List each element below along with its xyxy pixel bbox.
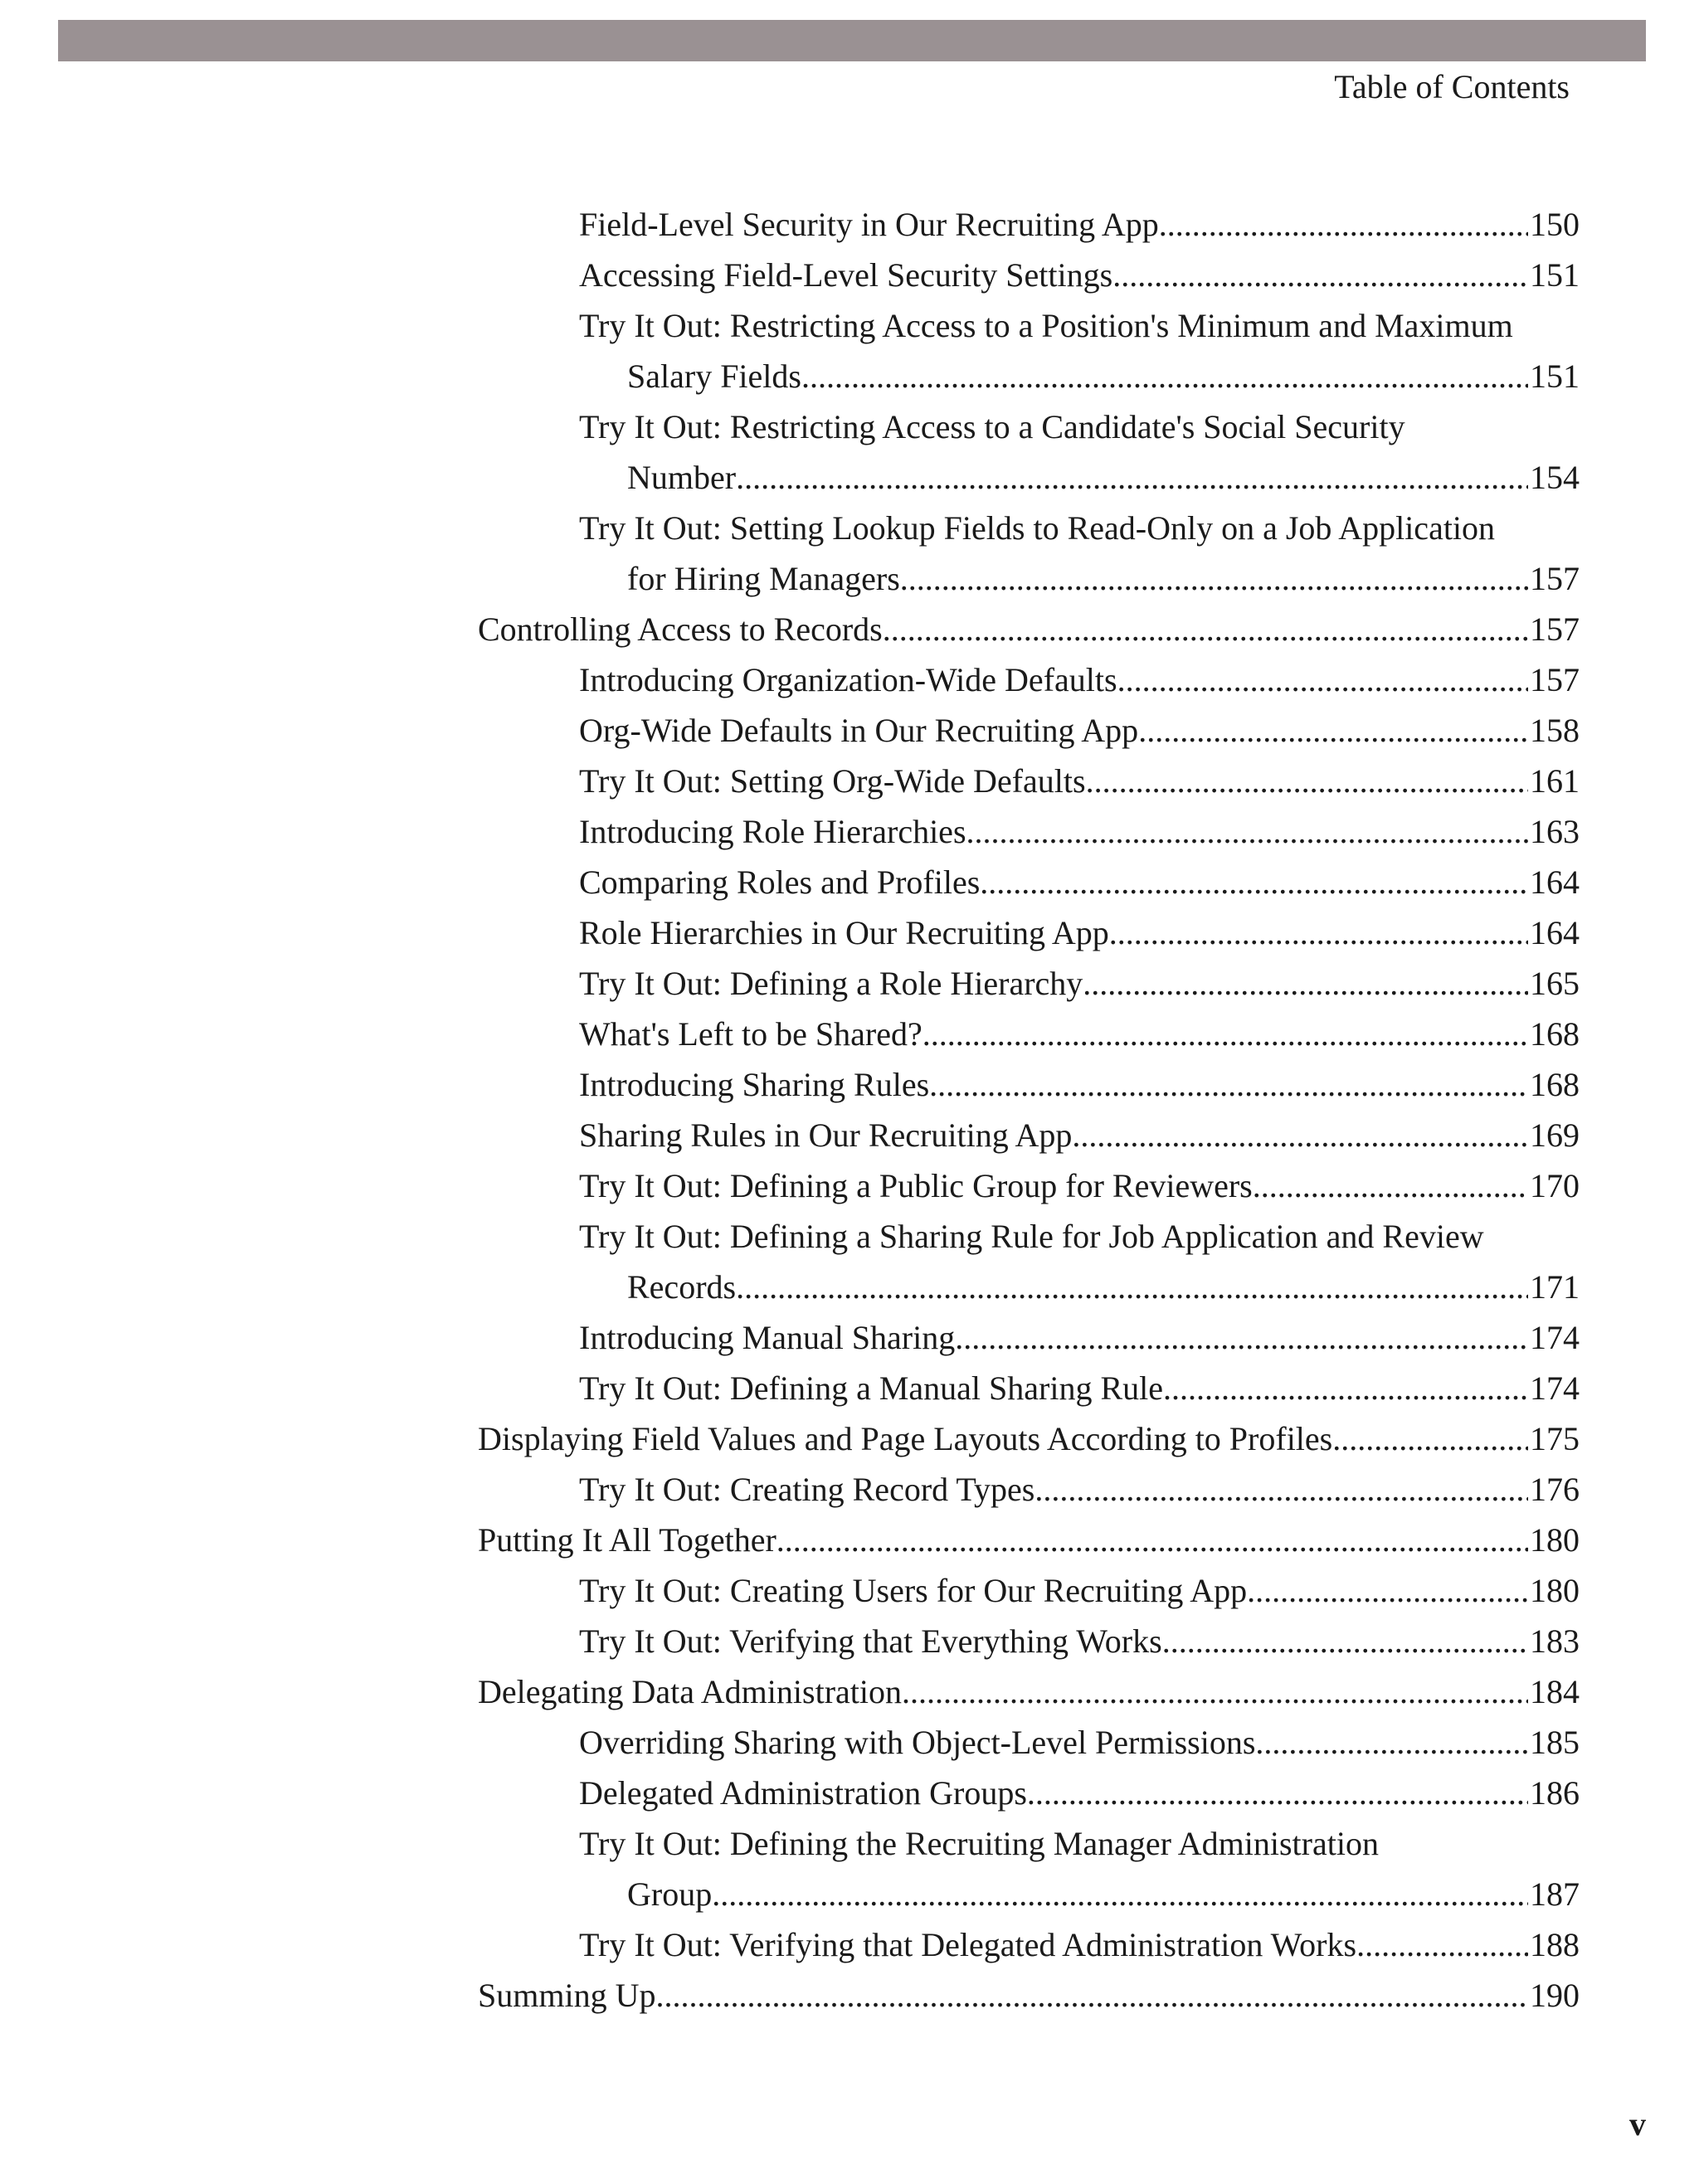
dot-leader	[1083, 958, 1528, 1009]
toc-entry-title: Comparing Roles and Profiles	[579, 863, 981, 901]
toc-entry-title-line1: Try It Out: Restricting Access to a Candidate's Social Security	[579, 408, 1405, 445]
toc-entry-title: Try It Out: Defining a Public Group for Reviewers	[579, 1167, 1253, 1204]
toc-entry-title-line1: Try It Out: Restricting Access to a Position's Minimum and Maximum	[579, 307, 1513, 344]
dot-leader	[902, 1666, 1528, 1717]
toc-entry-title-line1: Try It Out: Setting Lookup Fields to Read-Only on a Job Application	[579, 509, 1496, 547]
toc-entry-title: Org-Wide Defaults in Our Recruiting App	[579, 712, 1139, 749]
toc-entry-page: 174	[1530, 1319, 1580, 1356]
toc-entry[interactable]	[478, 604, 1580, 654]
dot-leader	[1247, 1565, 1528, 1616]
dot-leader	[1159, 199, 1528, 250]
dot-leader	[1253, 1160, 1528, 1211]
toc-entry[interactable]	[579, 1009, 1580, 1059]
toc-entry-title: Introducing Sharing Rules	[579, 1066, 930, 1103]
toc-entry-page: 185	[1530, 1724, 1580, 1761]
toc-entry-page: 157	[1530, 610, 1580, 648]
dot-leader	[1332, 1413, 1528, 1464]
toc-entry[interactable]	[579, 503, 1580, 604]
header-bar	[58, 20, 1646, 61]
dot-leader	[712, 1869, 1528, 1919]
toc-entry-page: 188	[1530, 1926, 1580, 1963]
toc-entry[interactable]	[579, 1717, 1580, 1768]
toc-entry-title: Try It Out: Defining a Role Hierarchy	[579, 965, 1083, 1002]
toc-entry-page: 164	[1530, 914, 1580, 951]
toc-entry[interactable]	[579, 1363, 1580, 1413]
toc-entry[interactable]	[579, 1616, 1580, 1666]
toc-entry-title: Try It Out: Creating Record Types	[579, 1471, 1035, 1508]
toc-entry[interactable]	[579, 1211, 1580, 1312]
toc-entry-title: Role Hierarchies in Our Recruiting App	[579, 914, 1109, 951]
toc-entry[interactable]	[478, 1666, 1580, 1717]
toc-entry-title: Delegating Data Administration	[478, 1673, 902, 1710]
toc-entry-page: 176	[1530, 1471, 1580, 1508]
toc-entry-title: Summing Up	[478, 1977, 656, 2014]
dot-leader	[955, 1312, 1528, 1363]
toc-entry-page: 161	[1530, 762, 1580, 800]
toc-entry[interactable]	[579, 705, 1580, 756]
toc-entry-page: 169	[1530, 1116, 1580, 1154]
toc-entry-page: 168	[1530, 1015, 1580, 1053]
toc-entry[interactable]	[579, 401, 1580, 503]
toc-entry[interactable]	[579, 1768, 1580, 1818]
dot-leader	[923, 1009, 1528, 1059]
toc-entry-title: Controlling Access to Records	[478, 610, 883, 648]
dot-leader	[883, 604, 1528, 654]
dot-leader	[736, 1262, 1528, 1312]
toc-entry-page: 174	[1530, 1369, 1580, 1407]
toc-entry[interactable]	[579, 1059, 1580, 1110]
toc-entry-page: 151	[1530, 256, 1580, 294]
dot-leader	[1356, 1919, 1528, 1970]
toc-entry-title: Field-Level Security in Our Recruiting App	[579, 206, 1159, 243]
dot-leader	[655, 1970, 1528, 2021]
dot-leader	[736, 452, 1528, 503]
dot-leader	[1034, 1464, 1528, 1515]
dot-leader	[1117, 654, 1528, 705]
toc-entry-title: Sharing Rules in Our Recruiting App	[579, 1116, 1073, 1154]
running-header: Table of Contents	[1334, 68, 1570, 105]
toc-entry[interactable]	[579, 907, 1580, 958]
dot-leader	[1163, 1363, 1528, 1413]
toc-entry-title: What's Left to be Shared?	[579, 1015, 923, 1053]
toc-entry-title: Group	[627, 1875, 713, 1913]
toc-entry[interactable]	[478, 1515, 1580, 1565]
toc-entry-page: 157	[1530, 661, 1580, 698]
toc-entry-title: Delegated Administration Groups	[579, 1774, 1027, 1812]
toc-entry-page: 151	[1530, 358, 1580, 395]
toc-entry-title: Try It Out: Verifying that Everything Works	[579, 1622, 1162, 1660]
toc-entry-page: 150	[1530, 206, 1580, 243]
toc-entry-title-line1: Try It Out: Defining the Recruiting Manager Administration	[579, 1825, 1379, 1862]
toc-entry-page: 183	[1530, 1622, 1580, 1660]
toc-entry[interactable]	[579, 250, 1580, 300]
toc-entry-page: 163	[1530, 813, 1580, 850]
page-number: v	[1629, 2105, 1646, 2143]
toc-entry-page: 170	[1530, 1167, 1580, 1204]
toc-entry[interactable]	[478, 1970, 1580, 2021]
toc-entry-page: 164	[1530, 863, 1580, 901]
toc-entry[interactable]	[579, 857, 1580, 907]
toc-entry-title: Records	[627, 1268, 737, 1306]
toc-entry[interactable]	[579, 199, 1580, 250]
toc-entry-page: 180	[1530, 1521, 1580, 1559]
dot-leader	[801, 351, 1528, 401]
toc-entry-page: 190	[1530, 1977, 1580, 2014]
dot-leader	[1027, 1768, 1528, 1818]
toc-entry-page: 168	[1530, 1066, 1580, 1103]
toc-entry[interactable]	[579, 756, 1580, 806]
table-of-contents	[478, 199, 1580, 2021]
toc-entry-title: Introducing Role Hierarchies	[579, 813, 966, 850]
toc-entry-page: 186	[1530, 1774, 1580, 1812]
toc-entry-page: 187	[1530, 1875, 1580, 1913]
toc-entry-title: Introducing Manual Sharing	[579, 1319, 956, 1356]
toc-entry[interactable]	[579, 1160, 1580, 1211]
toc-entry-title: Try It Out: Verifying that Delegated Administration Works	[579, 1926, 1357, 1963]
dot-leader	[1255, 1717, 1528, 1768]
dot-leader	[900, 553, 1528, 604]
toc-entry[interactable]	[579, 654, 1580, 705]
dot-leader	[966, 806, 1528, 857]
toc-entry-title: Salary Fields	[627, 358, 801, 395]
toc-entry-title: Number	[627, 459, 737, 496]
toc-entry-page: 184	[1530, 1673, 1580, 1710]
dot-leader	[1086, 756, 1528, 806]
toc-entry-title: Try It Out: Setting Org-Wide Defaults	[579, 762, 1086, 800]
toc-entry[interactable]	[579, 1818, 1580, 1919]
toc-entry[interactable]	[579, 300, 1580, 401]
toc-entry[interactable]	[579, 806, 1580, 857]
toc-entry-page: 175	[1530, 1420, 1580, 1457]
toc-entry-title: Try It Out: Creating Users for Our Recruiting App	[579, 1572, 1248, 1609]
toc-entry[interactable]	[579, 1464, 1580, 1515]
toc-entry[interactable]	[579, 1110, 1580, 1160]
toc-entry[interactable]	[579, 958, 1580, 1009]
dot-leader	[929, 1059, 1528, 1110]
toc-entry-page: 157	[1530, 560, 1580, 597]
toc-entry-page: 180	[1530, 1572, 1580, 1609]
dot-leader	[776, 1515, 1528, 1565]
toc-entry-title: Try It Out: Defining a Manual Sharing Rule	[579, 1369, 1164, 1407]
toc-entry-title: for Hiring Managers	[627, 560, 900, 597]
toc-entry-page: 171	[1530, 1268, 1580, 1306]
dot-leader	[1138, 705, 1528, 756]
toc-entry-title-line1: Try It Out: Defining a Sharing Rule for Job Application and Review	[579, 1218, 1484, 1255]
toc-entry[interactable]	[579, 1565, 1580, 1616]
dot-leader	[1162, 1616, 1528, 1666]
toc-entry-title: Overriding Sharing with Object-Level Permissions	[579, 1724, 1256, 1761]
toc-entry[interactable]	[478, 1413, 1580, 1464]
toc-entry-title: Displaying Field Values and Page Layouts According to Profiles	[478, 1420, 1333, 1457]
dot-leader	[1112, 250, 1528, 300]
dot-leader	[980, 857, 1528, 907]
toc-entry-title: Putting It All Together	[478, 1521, 776, 1559]
toc-entry-page: 154	[1530, 459, 1580, 496]
toc-entry-title: Accessing Field-Level Security Settings	[579, 256, 1113, 294]
dot-leader	[1072, 1110, 1528, 1160]
dot-leader	[1109, 907, 1528, 958]
toc-entry-title: Introducing Organization-Wide Defaults	[579, 661, 1117, 698]
toc-entry-page: 165	[1530, 965, 1580, 1002]
toc-entry-page: 158	[1530, 712, 1580, 749]
toc-entry[interactable]	[579, 1919, 1580, 1970]
toc-entry[interactable]	[579, 1312, 1580, 1363]
